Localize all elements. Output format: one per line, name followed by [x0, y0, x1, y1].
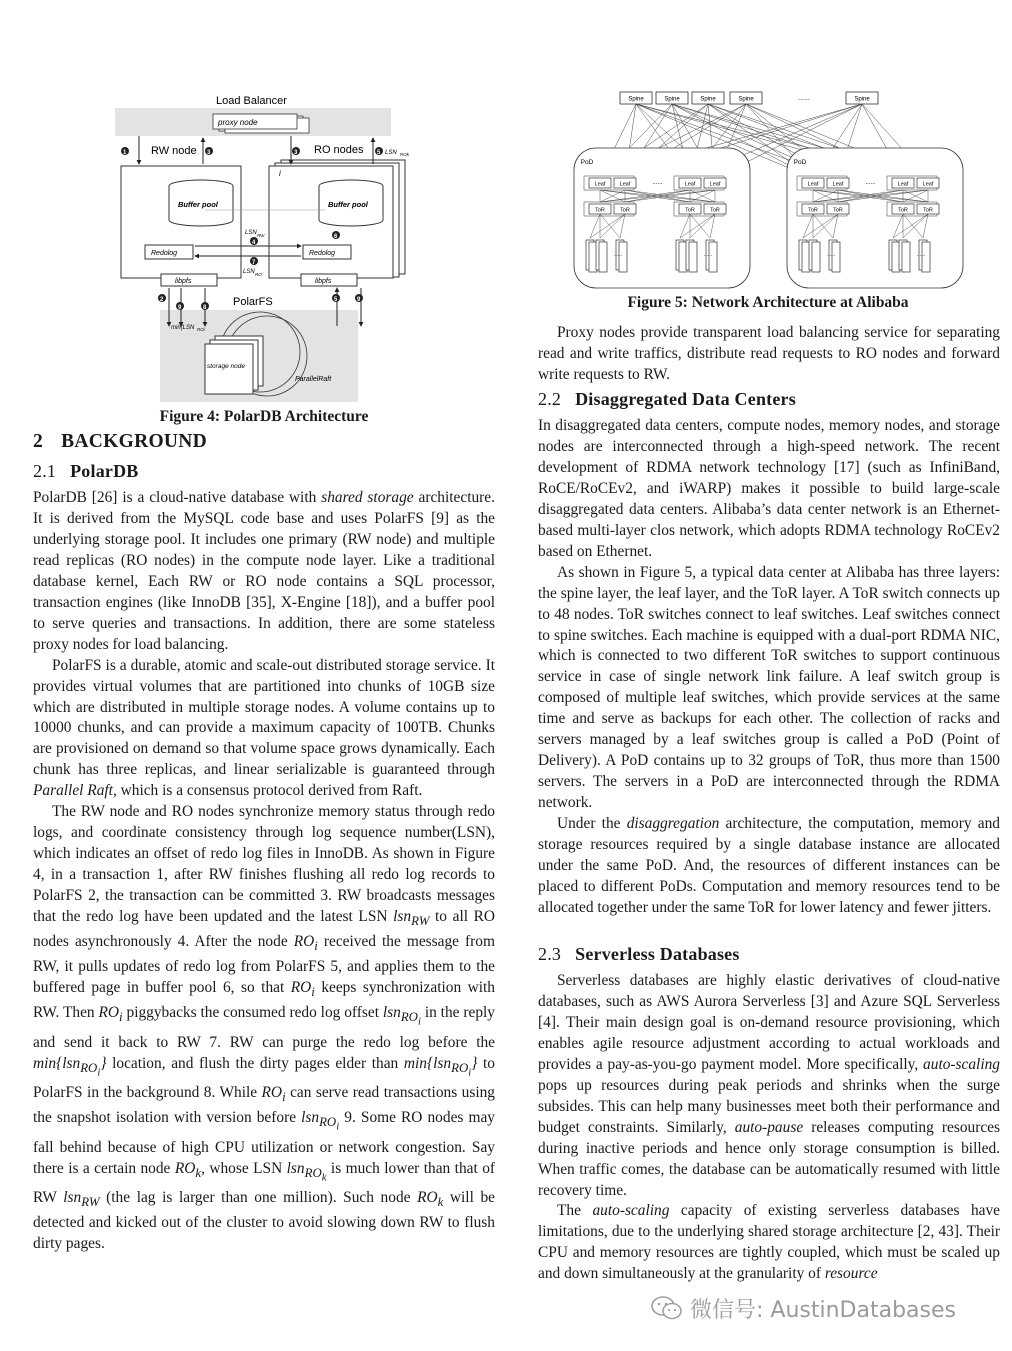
- svg-text:storage node: storage node: [207, 363, 245, 370]
- leaf-label: Leaf: [594, 181, 606, 188]
- disaggregated-paragraph-2: As shown in Figure 5, a typical data center at Alibaba has three layers: the spine layer, the leaf layer, and the ToR layer. A ToR switch connects up to 48 nodes. ToR switches connect to leaf switches. Leaf switches connect to spine switches. Each machine is equipped with a dual-port RDMA NIC, which is connected to two different ToR switches to support continuous service in case of single network link failure. A leaf switch group is composed of multiple leaf switches, which provide services at the same time and serve as backups for each other. The collection of racks and servers managed by a leaf switches group is called a PoD (Point of Delivery). A PoD contains up to 32 groups of ToR, thus more than 1500 servers. The servers in a PoD are interconnected through the RDMA network.: [538, 563, 1000, 812]
- serverless-paragraph-2: The auto-scaling capacity of existing serverless databases have limitations, due to the underlying shared storage architecture [2, 43]. Their CPU and memory resources are tightly coupled, which must be scaled up and down simultaneously at the granularity of resource: [538, 1202, 1000, 1283]
- disaggregated-paragraph-1: In disaggregated data centers, compute nodes, memory nodes, and storage nodes are interconnected through a high-speed network. The recent development of RDMA network technology [17] (such as InfiniBand, RoCE/RoCEv2, and iWARP) makes it possible to build large-scale disaggregated data centers. Alibaba’s data center network is an Ethernet-based multi-layer clos network, which adopts RDMA technology RoCEv2 based on Ethernet.: [538, 417, 1000, 560]
- watermark-text: 微信号: AustinDatabases: [690, 1297, 956, 1323]
- tor-label: ToR: [898, 207, 908, 214]
- figure-4-caption: Figure 4: PolarDB Architecture: [159, 408, 369, 425]
- polardb-paragraph-2: PolarFS is a durable, atomic and scale-out distributed storage service. It provides virtual volumes that are partitioned into chunks of 10GB size which are distributed in multiple storage nodes. A volume contains up to 10000 chunks, and can provide a maximum capacity of 100TB. Chunks are provisioned on demand so that volume space grows dynamically. Each chunk has three replicas, and linear serializable is guaranteed through Parallel Raft, which is a consensus protocol derived from Raft.: [33, 656, 495, 800]
- leaf-label: Leaf: [832, 181, 844, 188]
- svg-text:RO: RO: [255, 272, 262, 277]
- wechat-watermark: [650, 1293, 956, 1323]
- leaf-dots: ......: [865, 180, 876, 186]
- polardb-architecture-diagram: [115, 90, 415, 408]
- section-2-3-heading: 2.3 Serverless Databases: [538, 944, 740, 964]
- wechat-icon: [650, 1295, 684, 1321]
- svg-text:5: 5: [377, 150, 381, 156]
- disaggregated-paragraph-3: Under the disaggregation architecture, the computation, memory and storage resources required by a single database instance are allocated under the same PoD. And, the resources of different instances can be placed to different PoDs. Computation and memory resources tend to be allocated together under the same ToR for lower latency and fewer jitters.: [538, 815, 1000, 916]
- leaf-label: Leaf: [922, 181, 934, 188]
- polarfs-label: PolarFS: [233, 296, 273, 308]
- leaf-label: Leaf: [897, 181, 909, 188]
- svg-text:LSN: LSN: [245, 230, 257, 236]
- svg-text:Buffer pool: Buffer pool: [328, 200, 368, 209]
- svg-text:Redolog: Redolog: [151, 250, 178, 257]
- svg-text:RW: RW: [257, 233, 265, 238]
- tor-label: ToR: [710, 207, 720, 214]
- pod-label: PoD: [793, 159, 807, 166]
- proxy-node-label: proxy node: [218, 118, 258, 127]
- spine-label: Spine: [628, 96, 644, 103]
- svg-text:Buffer pool: Buffer pool: [178, 200, 218, 209]
- spine-dots: ......: [798, 95, 810, 102]
- svg-text:Redolog: Redolog: [309, 250, 336, 257]
- tor-label: ToR: [620, 207, 630, 214]
- svg-text:5: 5: [334, 297, 338, 303]
- server-dots: ......: [613, 252, 623, 258]
- server-dots: ......: [703, 252, 713, 258]
- svg-text:ROi: ROi: [197, 327, 205, 332]
- rw-node-label: RW node: [151, 145, 197, 157]
- svg-text:4: 4: [252, 240, 256, 246]
- section-2-2-heading: 2.2 Disaggregated Data Centers: [538, 389, 796, 409]
- svg-text:2: 2: [160, 297, 164, 303]
- spine-label: Spine: [738, 96, 754, 103]
- tor-label: ToR: [595, 207, 605, 214]
- tor-label: ToR: [833, 207, 843, 214]
- leaf-label: Leaf: [709, 181, 721, 188]
- server-dots: ......: [916, 252, 926, 258]
- tor-label: ToR: [923, 207, 933, 214]
- proxy-paragraph: Proxy nodes provide transparent load balancing service for separating read and write traffics, distribute read requests to RO nodes and forward write requests to RW.: [538, 324, 1000, 383]
- polardb-paragraph-1: PolarDB [26] is a cloud-native database with shared storage architecture. It is derived from the MySQL code base and uses PolarFS [9] as the underlying storage pool. It includes one primary (RW node) and multiple read replicas (RO nodes) in the compute node layer. Like a traditional database kernel, Each RW or RO node contains a SQL processor, transaction engines (like InnoDB [35], X-Engine [18]), and a buffer pool to serve queries and transactions. In addition, there are some stateless proxy nodes for load balancing.: [33, 489, 495, 653]
- spine-label: Spine: [664, 96, 680, 103]
- svg-text:min(LSN: min(LSN: [171, 325, 195, 331]
- figure-4: [115, 90, 415, 408]
- leaf-dots: ......: [652, 180, 663, 186]
- svg-text:9: 9: [178, 305, 182, 311]
- svg-text:ParallelRaft: ParallelRaft: [295, 376, 332, 383]
- svg-text:ROk: ROk: [400, 152, 409, 157]
- server-dots: ......: [826, 252, 836, 258]
- svg-text:LSN: LSN: [243, 269, 255, 275]
- figure-5: [570, 86, 966, 290]
- section-2-1-heading: 2.1 PolarDB: [33, 461, 139, 481]
- figure-5-caption: Figure 5: Network Architecture at Alibaba: [627, 294, 909, 311]
- spine-label: Spine: [854, 96, 870, 103]
- tor-label: ToR: [808, 207, 818, 214]
- network-architecture-diagram: [570, 86, 966, 290]
- pod-label: PoD: [580, 159, 594, 166]
- svg-text:3: 3: [207, 150, 211, 156]
- polardb-paragraph-3: The RW node and RO nodes synchronize memory status through redo logs, and coordinate consistency through log sequence number(LSN), which indicates an offset of redo log files in InnoDB. As shown in Figure 4, in a transaction 1, after RW finishes flushing all redo log records to PolarFS 2, the transaction can be committed 3. RW broadcasts messages that the redo log have been updated and the latest LSN lsn$_{RW}$ to all RO nodes asynchronously 4. After the node $RO_i$ received the message from RW, it pulls updates of redo log from PolarFS 5, and applies them to the buffered page in buffer pool 6, so that $RO_i$ keeps synchronization with RW. Then $RO_i$ piggybacks the consumed redo log offset lsn$_{RO_i}$ in the reply and send it back to RW 7. RW can purge the redo log before the min{lsn$_{RO_i}$} location, and flush the dirty pages elder than min{lsn$_{RO_i}$} to PolarFS in the background 8. While $RO_i$ can serve read transactions using the snapshot isolation with version before lsn$_{RO_i}$ 9. Some RO nodes may fall behind because of high CPU utilization or network congestion. Say there is a certain node $RO_k$, whose LSN lsn$_{RO_k}$ is much lower than that of RW lsn$_{RW}$ (the lag is larger than one million). Such node $RO_k$ will be detected and kicked out of the cluster to avoid slowing down RW to flush dirty pages.: [33, 803, 496, 1253]
- svg-text:3: 3: [294, 150, 298, 156]
- leaf-label: Leaf: [684, 181, 696, 188]
- spine-label: Spine: [700, 96, 716, 103]
- leaf-label: Leaf: [807, 181, 819, 188]
- svg-text:9: 9: [357, 297, 361, 303]
- section-2-heading: 2 BACKGROUND: [33, 431, 208, 452]
- svg-text:7: 7: [252, 260, 256, 266]
- svg-text:LSN: LSN: [385, 150, 397, 156]
- svg-text:1: 1: [123, 150, 127, 156]
- load-balancer-label: Load Balancer: [216, 95, 287, 107]
- svg-text:6: 6: [334, 234, 338, 240]
- svg-text:8: 8: [203, 305, 207, 311]
- svg-text:libpfs: libpfs: [315, 278, 332, 285]
- serverless-paragraph-1: Serverless databases are highly elastic derivatives of cloud-native databases, such as AWS Aurora Serverless [3] and Azure SQL Serverless [4]. Their main design goal is on-demand resource provisioning, which enables agile resource adjustment according to actual workloads and provides a pay-as-you-go payment model. More specifically, auto-scaling pops up resources during peak periods and shrinks when the surge subsides. This can help many businesses meet both their performance and budget constraints. Similarly, auto-pause releases computing resources during inactive periods and hence only storage consumption is billed. When traffic comes, the database can be automatically resumed with little recovery time.: [538, 972, 1000, 1199]
- svg-text:i: i: [279, 169, 281, 178]
- svg-text:libpfs: libpfs: [175, 278, 192, 285]
- ro-nodes-label: RO nodes: [314, 144, 364, 156]
- leaf-label: Leaf: [619, 181, 631, 188]
- tor-label: ToR: [685, 207, 695, 214]
